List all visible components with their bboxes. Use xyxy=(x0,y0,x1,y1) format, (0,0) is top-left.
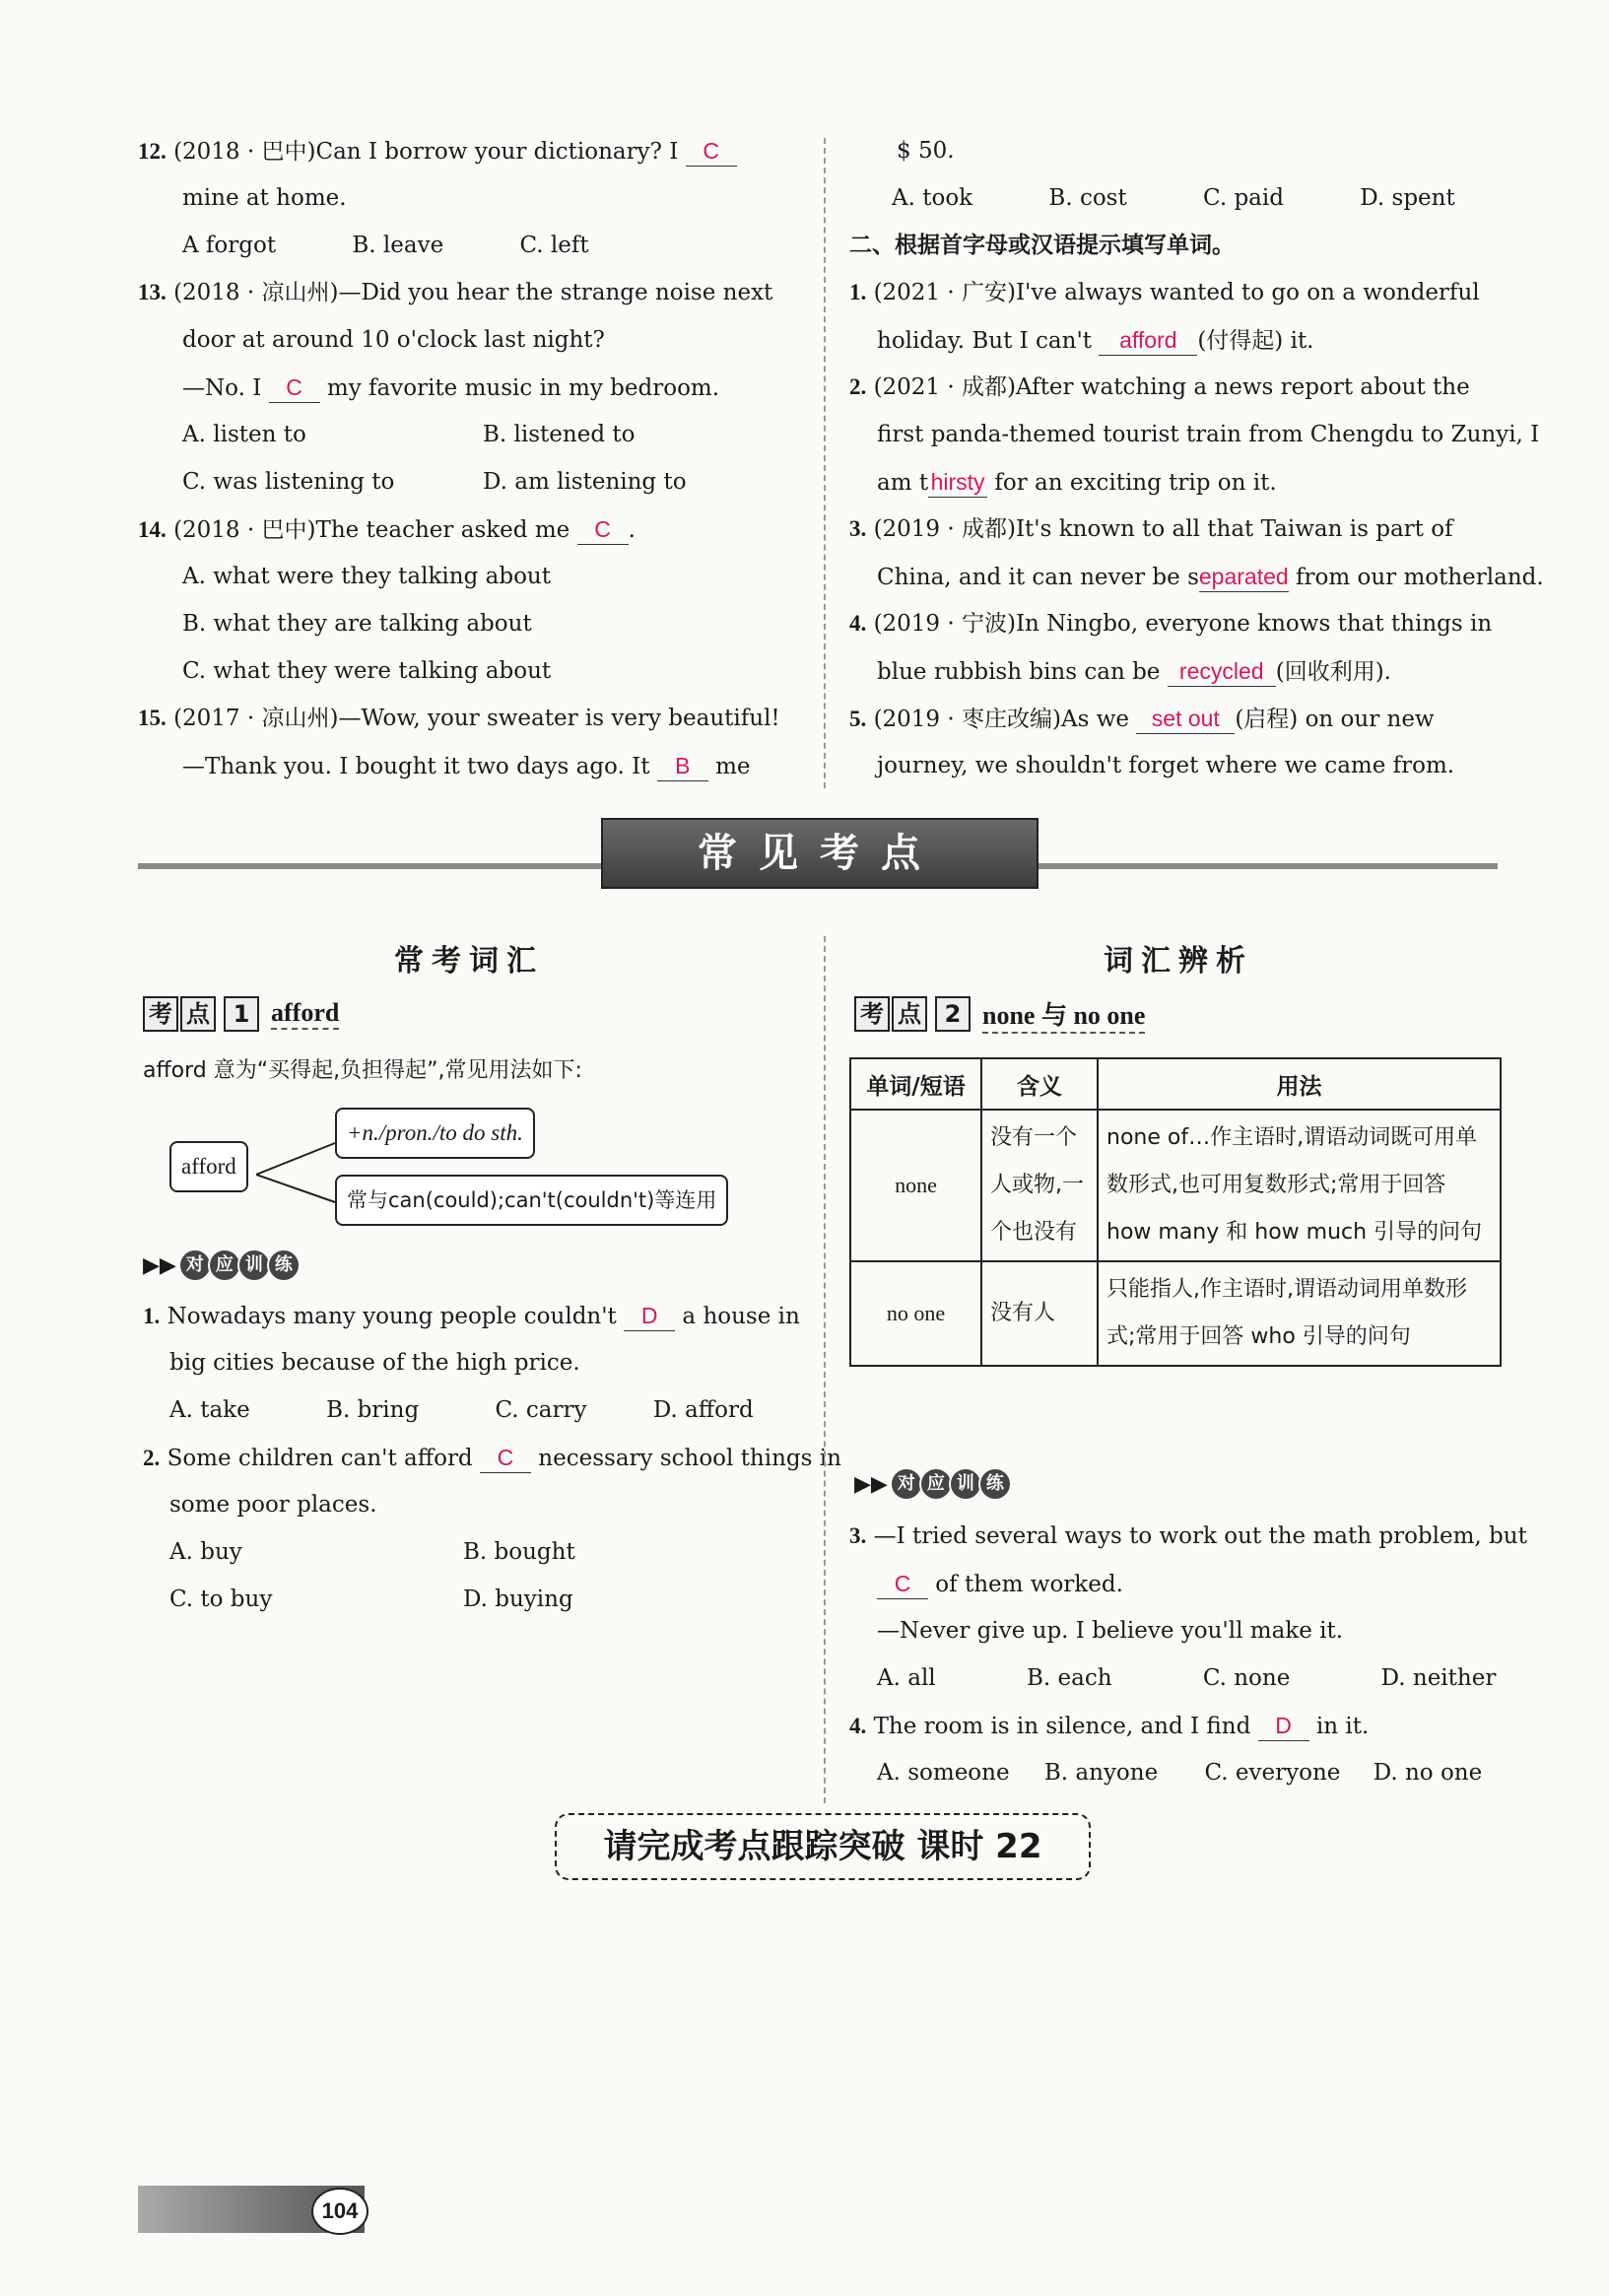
train-q3-line2 xyxy=(877,1569,1123,1599)
q-text: (2019 · 宁波)In Ningbo, everyone knows that things in xyxy=(873,611,1493,637)
options-row xyxy=(892,183,1455,213)
training-label xyxy=(143,1248,297,1283)
table-header-row xyxy=(850,1058,1501,1110)
fill-question-2 xyxy=(849,372,1470,402)
option: A forgot xyxy=(182,233,277,258)
option: B. anyone xyxy=(1043,1760,1159,1786)
fill-q3-line2 xyxy=(877,562,1544,592)
fill-question-4 xyxy=(849,609,1492,639)
answer-blank: C xyxy=(480,1443,531,1473)
option: C. paid xyxy=(1203,185,1284,211)
map-item: +n./pron./to do sth. xyxy=(335,1108,535,1159)
section-title: 二、根据首字母或汉语提示填写单词。 xyxy=(849,233,1235,258)
table-header: 用法 xyxy=(1098,1058,1501,1110)
q-number: 15. xyxy=(138,706,167,730)
q-text: —No. I xyxy=(182,375,269,401)
train-char: 训 xyxy=(949,1467,982,1501)
kaodian-word: none 与 no one xyxy=(982,995,1145,1034)
answer-blank: recycled xyxy=(1168,656,1276,687)
option: C. was listening to xyxy=(182,469,395,495)
q-text: in it. xyxy=(1308,1714,1370,1739)
fill-q2-line2: first panda-themed tourist train from Chengdu to Zunyi, I xyxy=(877,422,1540,447)
afford-description: afford 意为“买得起,负担得起”,常见用法如下: xyxy=(143,1058,582,1083)
q-number: 14. xyxy=(138,517,167,542)
answer-blank: hirsty xyxy=(928,467,987,498)
option: C. everyone xyxy=(1204,1760,1341,1786)
training-label xyxy=(854,1466,1008,1502)
q-text: from our motherland. xyxy=(1288,565,1544,590)
q-text: (付得起) it. xyxy=(1197,328,1314,354)
train-char: 训 xyxy=(237,1249,271,1282)
banner-title: 常见考点 xyxy=(601,818,1039,889)
train-char: 应 xyxy=(919,1467,953,1501)
q-number: 1. xyxy=(849,280,867,304)
q-text: am t xyxy=(877,470,929,496)
q12-options xyxy=(182,231,589,260)
kaodian-word: afford xyxy=(271,998,339,1030)
answer-blank: D xyxy=(1258,1711,1309,1741)
vocab-table xyxy=(849,1057,1502,1367)
q-text: my favorite music in my bedroom. xyxy=(319,375,720,401)
train-q1-line2: big cities because of the high price. xyxy=(169,1350,580,1376)
table-cell-usage: none of…作主语时,谓语动词既可用单数形式,也可用复数形式;常用于回答 how many 和 how much 引导的问句 xyxy=(1098,1110,1501,1261)
q-number: 4. xyxy=(849,1714,867,1738)
map-item: 常与can(could);can't(couldn't)等连用 xyxy=(335,1175,728,1226)
q-text: a house in xyxy=(675,1304,800,1329)
q-number: 3. xyxy=(849,1523,867,1548)
table-header: 单词/短语 xyxy=(850,1058,981,1110)
map-root: afford xyxy=(169,1141,248,1192)
q-number: 2. xyxy=(143,1446,161,1470)
option: A. listen to xyxy=(182,422,306,447)
q-text: (2018 · 巴中)Can I borrow your dictionary? I xyxy=(173,139,686,165)
option: B. bring xyxy=(326,1397,420,1423)
option: C. none xyxy=(1202,1665,1291,1691)
train-q2-line2: some poor places. xyxy=(169,1492,377,1518)
train-question-1 xyxy=(143,1301,800,1331)
fill-question-1 xyxy=(849,278,1480,307)
answer-blank: D xyxy=(624,1301,675,1331)
train-question-3 xyxy=(849,1521,1527,1551)
q-text: me xyxy=(707,754,751,779)
q-text: —I tried several ways to work out the math problem, but xyxy=(873,1523,1527,1549)
q-text: (2017 · 凉山州)—Wow, your sweater is very beautiful! xyxy=(173,706,780,731)
q-text: (2019 · 成都)It's known to all that Taiwan is part of xyxy=(873,516,1453,542)
kaodian-char: 考 xyxy=(143,996,178,1032)
option: B. listened to xyxy=(483,422,636,447)
lesson-reminder: 请完成考点跟踪突破 课时 22 xyxy=(555,1813,1091,1880)
table-cell-meaning: 没有一个人或物,一个也没有 xyxy=(981,1110,1098,1261)
option: C. carry xyxy=(495,1397,587,1423)
option: D. no one xyxy=(1373,1760,1483,1786)
column-divider xyxy=(824,138,826,788)
fill-q2-line3 xyxy=(877,467,1277,498)
train-char: 练 xyxy=(978,1467,1012,1501)
double-arrow-icon: ▶▶ xyxy=(143,1252,176,1278)
train-q4-options xyxy=(877,1758,1482,1788)
option: A. what were they talking about xyxy=(182,564,551,589)
kaodian-2-label xyxy=(854,995,1145,1033)
option: A. someone xyxy=(877,1760,1010,1786)
fill-question-5 xyxy=(849,704,1435,734)
question-14 xyxy=(138,514,636,545)
q-text: for an exciting trip on it. xyxy=(987,470,1277,496)
q-text: (2019 · 枣庄改编)As we xyxy=(873,707,1137,732)
q13-line3 xyxy=(182,372,719,403)
q-number: 1. xyxy=(143,1304,161,1328)
option: D. am listening to xyxy=(483,469,687,495)
option: C. what they were talking about xyxy=(182,658,552,684)
kaodian-number: 1 xyxy=(224,996,259,1032)
answer-blank: C xyxy=(686,136,737,167)
kaodian-1-label xyxy=(143,995,339,1033)
train-q1-options xyxy=(169,1395,754,1425)
kaodian-char: 点 xyxy=(180,996,216,1032)
table-cell-word: none xyxy=(850,1110,981,1261)
train-char: 练 xyxy=(267,1249,301,1282)
option: D. neither xyxy=(1380,1665,1497,1691)
train-question-2 xyxy=(143,1443,841,1473)
q-number: 13. xyxy=(138,280,167,304)
train-char: 应 xyxy=(208,1249,241,1282)
q-number: 12. xyxy=(138,139,167,164)
q-text: Some children can't afford xyxy=(167,1446,480,1471)
q-number: 5. xyxy=(849,707,867,731)
kaodian-char: 考 xyxy=(854,996,890,1032)
q-text: (回收利用). xyxy=(1275,659,1391,685)
option: C. left xyxy=(519,233,589,258)
table-row xyxy=(850,1261,1501,1366)
option: D. afford xyxy=(652,1397,754,1423)
option: B. bought xyxy=(463,1539,575,1565)
q-number: 2. xyxy=(849,374,867,399)
option: D. spent xyxy=(1360,185,1455,211)
answer-blank: eparated xyxy=(1199,562,1289,592)
q-text: blue rubbish bins can be xyxy=(877,659,1168,685)
answer-blank: set out xyxy=(1136,704,1235,734)
train-char: 对 xyxy=(178,1249,212,1282)
answer-blank: C xyxy=(577,514,629,545)
table-header: 含义 xyxy=(981,1058,1098,1110)
fill-q4-line2 xyxy=(877,656,1391,687)
question-15 xyxy=(138,704,780,733)
page-number: 104 xyxy=(311,2188,369,2235)
answer-blank: afford xyxy=(1099,325,1197,356)
column-divider xyxy=(824,936,826,1803)
q-text: The room is in silence, and I find xyxy=(873,1714,1258,1739)
option: A. took xyxy=(892,185,973,211)
option: B. what they are talking about xyxy=(182,611,532,637)
option: A. buy xyxy=(169,1539,242,1565)
q-text: (2018 · 凉山州)—Did you hear the strange noise next xyxy=(173,280,773,305)
q-text: necessary school things in xyxy=(530,1446,841,1471)
double-arrow-icon: ▶▶ xyxy=(854,1471,888,1497)
q15-line2 xyxy=(182,751,751,781)
answer-blank: B xyxy=(657,751,708,781)
table-cell-meaning: 没有人 xyxy=(981,1261,1098,1366)
table-cell-usage: 只能指人,作主语时,谓语动词用单数形式;常用于回答 who 引导的问句 xyxy=(1098,1261,1501,1366)
continued-price: $ 50. xyxy=(897,138,955,164)
train-question-4 xyxy=(849,1711,1369,1741)
fill-q1-line2 xyxy=(877,325,1314,356)
option: B. cost xyxy=(1048,185,1127,211)
option: A. take xyxy=(169,1397,250,1423)
left-section-title: 常考词汇 xyxy=(394,944,544,979)
option: B. leave xyxy=(352,233,444,258)
q-text: (2018 · 巴中)The teacher asked me xyxy=(173,517,577,543)
q12-line2: mine at home. xyxy=(182,185,347,211)
fill-q5-line2: journey, we shouldn't forget where we came from. xyxy=(877,753,1455,778)
kaodian-number: 2 xyxy=(935,996,971,1032)
option: B. each xyxy=(1026,1665,1112,1691)
answer-blank: C xyxy=(269,372,320,403)
q-text: —Thank you. I bought it two days ago. It xyxy=(182,754,657,779)
q-text: (2021 · 广安)I've always wanted to go on a wonderful xyxy=(873,280,1480,305)
train-q3-line3: —Never give up. I believe you'll make it. xyxy=(877,1618,1344,1644)
fill-question-3 xyxy=(849,514,1453,544)
answer-blank: C xyxy=(877,1569,928,1599)
kaodian-char: 点 xyxy=(892,996,927,1032)
q-text: China, and it can never be s xyxy=(877,565,1199,590)
q13-line2: door at around 10 o'clock last night? xyxy=(182,327,605,353)
question-12 xyxy=(138,136,737,167)
concept-map-connector xyxy=(256,1133,345,1222)
q-text: (启程) on our new xyxy=(1235,707,1435,732)
q-text: of them worked. xyxy=(928,1572,1123,1597)
option: A. all xyxy=(877,1665,936,1691)
right-section-title: 词汇辨析 xyxy=(1104,944,1253,979)
train-char: 对 xyxy=(890,1467,923,1501)
question-13 xyxy=(138,278,772,307)
q-text: (2021 · 成都)After watching a news report about the xyxy=(873,374,1470,400)
section-banner xyxy=(138,818,1498,885)
table-row xyxy=(850,1110,1501,1261)
q-number: 4. xyxy=(849,611,867,636)
option: D. buying xyxy=(463,1587,573,1612)
q-text: . xyxy=(628,517,636,543)
q-text: Nowadays many young people couldn't xyxy=(167,1304,625,1329)
q-number: 3. xyxy=(849,516,867,541)
table-cell-word: no one xyxy=(850,1261,981,1366)
q-text: holiday. But I can't xyxy=(877,328,1100,354)
train-q3-options xyxy=(877,1663,1496,1693)
option: C. to buy xyxy=(169,1587,273,1612)
